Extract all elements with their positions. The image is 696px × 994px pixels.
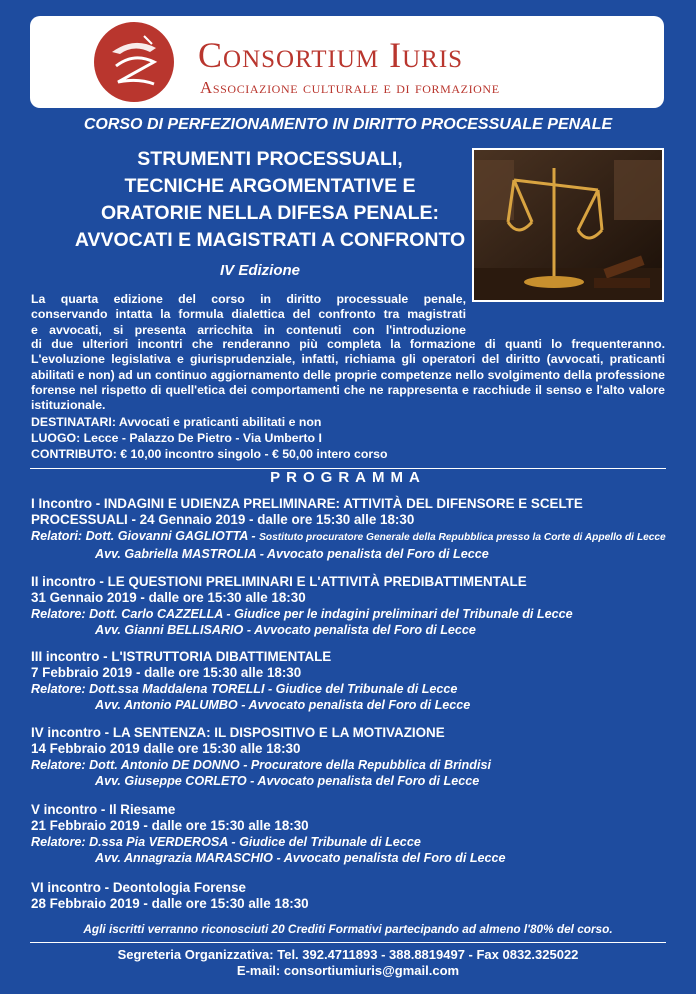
meeting-date: 21 Febbraio 2019 - dalle ore 15:30 alle 18:30 [31,818,309,833]
event-title [60,146,480,254]
meeting-2 [31,574,681,638]
meeting-date: 31 Gennaio 2019 - dalle ore 15:30 alle 18:30 [31,590,306,605]
contact-footer [30,942,666,979]
meeting-1 [31,496,681,562]
meeting-speaker: Avv. Antonio PALUMBO - Avvocato penalista del Foro di Lecce [95,698,471,712]
meeting-speaker: Avv. Annagrazia MARASCHIO - Avvocato penalista del Foro di Lecce [95,851,506,865]
info-label: LUOGO: [31,431,81,445]
info-label: CONTRIBUTO: [31,447,117,461]
intro-line: La quarta edizione del corso in diritto processuale penale, [31,292,466,306]
meeting-speaker [31,528,681,546]
meeting-speaker: Avv. Gabriella MASTROLIA - Avvocato penalista del Foro di Lecce [95,547,489,561]
contact-phones: Segreteria Organizzativa: Tel. 392.4711893 - 388.8819497 - Fax 0832.325022 [117,947,579,962]
meeting-title: V incontro - Il Riesame [31,802,176,817]
title-line: ORATORIE NELLA DIFESA PENALE: [100,202,439,224]
org-name: Consortium Iuris [198,35,464,75]
meeting-title: IV incontro - LA SENTENZA: IL DISPOSITIVO E LA MOTIVAZIONE [31,725,445,740]
meeting-title: I Incontro - INDAGINI E UDIENZA PRELIMINARE: ATTIVITÀ DEL DIFENSORE E SCELTE [31,496,583,511]
info-destinatari [31,415,665,429]
info-label: DESTINATARI: [31,415,116,429]
meeting-4 [31,725,681,789]
info-value: Avvocati e praticanti abilitati e non [115,415,322,429]
meeting-date: 7 Febbraio 2019 - dalle ore 15:30 alle 18:30 [31,665,302,680]
edition-label: IV Edizione [219,262,300,279]
speaker-role: Sostituto procuratore Generale della Repubblica presso la Corte di Appello di Lecce [259,532,666,543]
intro-line: conservando intatta la formula dialettica del confronto tra magistrati [31,307,466,322]
info-value: € 10,00 incontro singolo - € 50,00 intero corso [116,447,388,461]
speaker-name: Relatori: Dott. Giovanni GAGLIOTTA - [31,529,260,543]
title-line: AVVOCATI E MAGISTRATI A CONFRONTO [74,229,466,251]
info-contributo [31,447,665,461]
credits-note: Agli iscritti verranno riconosciuti 20 Crediti Formativi partecipando ad almeno l'80% del corso. [83,922,613,936]
meeting-title: VI incontro - Deontologia Forense [31,880,247,895]
org-subtitle: Associazione culturale e di formazione [200,78,500,97]
meeting-speaker: Relatore: Dott. Carlo CAZZELLA - Giudice per le indagini preliminari del Tribunale di Lecce [31,607,573,621]
intro-paragraph [31,292,466,338]
meeting-title: II incontro - LE QUESTIONI PRELIMINARI E L'ATTIVITÀ PREDIBATTIMENTALE [31,574,527,589]
title-line: TECNICHE ARGOMENTATIVE E [124,175,416,197]
meeting-title: III incontro - L'ISTRUTTORIA DIBATTIMENTALE [31,649,332,664]
meeting-speaker: Relatore: D.ssa Pia VERDEROSA - Giudice del Tribunale di Lecce [31,835,421,849]
meeting-date: PROCESSUALI - 24 Gennaio 2019 - dalle ore 15:30 alle 18:30 [31,512,415,527]
info-luogo [31,431,665,445]
meeting-speaker: Relatore: Dott. Antonio DE DONNO - Procuratore della Repubblica di Brindisi [31,758,491,772]
consortium-logo-icon [94,22,174,102]
meeting-speaker: Avv. Giuseppe CORLETO - Avvocato penalista del Foro di Lecce [95,774,480,788]
info-value: Lecce - Palazzo De Pietro - Via Umberto I [80,431,322,445]
meeting-date: 14 Febbraio 2019 dalle ore 15:30 alle 18:30 [31,741,301,756]
scales-of-justice-image [472,148,664,302]
programma-heading: PROGRAMMA [30,468,666,487]
meeting-date: 28 Febbraio 2019 - dalle ore 15:30 alle 18:30 [31,896,309,911]
meeting-speaker: Avv. Gianni BELLISARIO - Avvocato penalista del Foro di Lecce [95,623,476,637]
intro-continuation: di due ulteriori incontri che renderanno più completa la formazione di quanti lo frequenteranno. L'evoluzione legislativa e giurisprudenziale, infatti, richiama gli operatori del diritto (avvocati, praticanti abilitati e non) ad un continuo aggiornamento delle proprie competenze nello svolgimento della professione forense nel rispetto di quell'etica dei comportamenti che ne rappresenta e racchiude il senso e l'alto valore istituzionale. [31,337,665,413]
intro-line: e avvocati, si presenta arricchita in contenuti con l'introduzione [31,322,466,337]
contact-email: E-mail: consortiumiuris@gmail.com [236,963,460,978]
course-name: CORSO DI PERFEZIONAMENTO IN DIRITTO PROCESSUALE PENALE [83,116,613,133]
meeting-3 [31,649,681,713]
meeting-speaker: Relatore: Dott.ssa Maddalena TORELLI - Giudice del Tribunale di Lecce [31,682,458,696]
title-line: STRUMENTI PROCESSUALI, [137,148,403,170]
meeting-5 [31,802,681,866]
header-panel [30,16,664,108]
meeting-6 [31,880,681,912]
